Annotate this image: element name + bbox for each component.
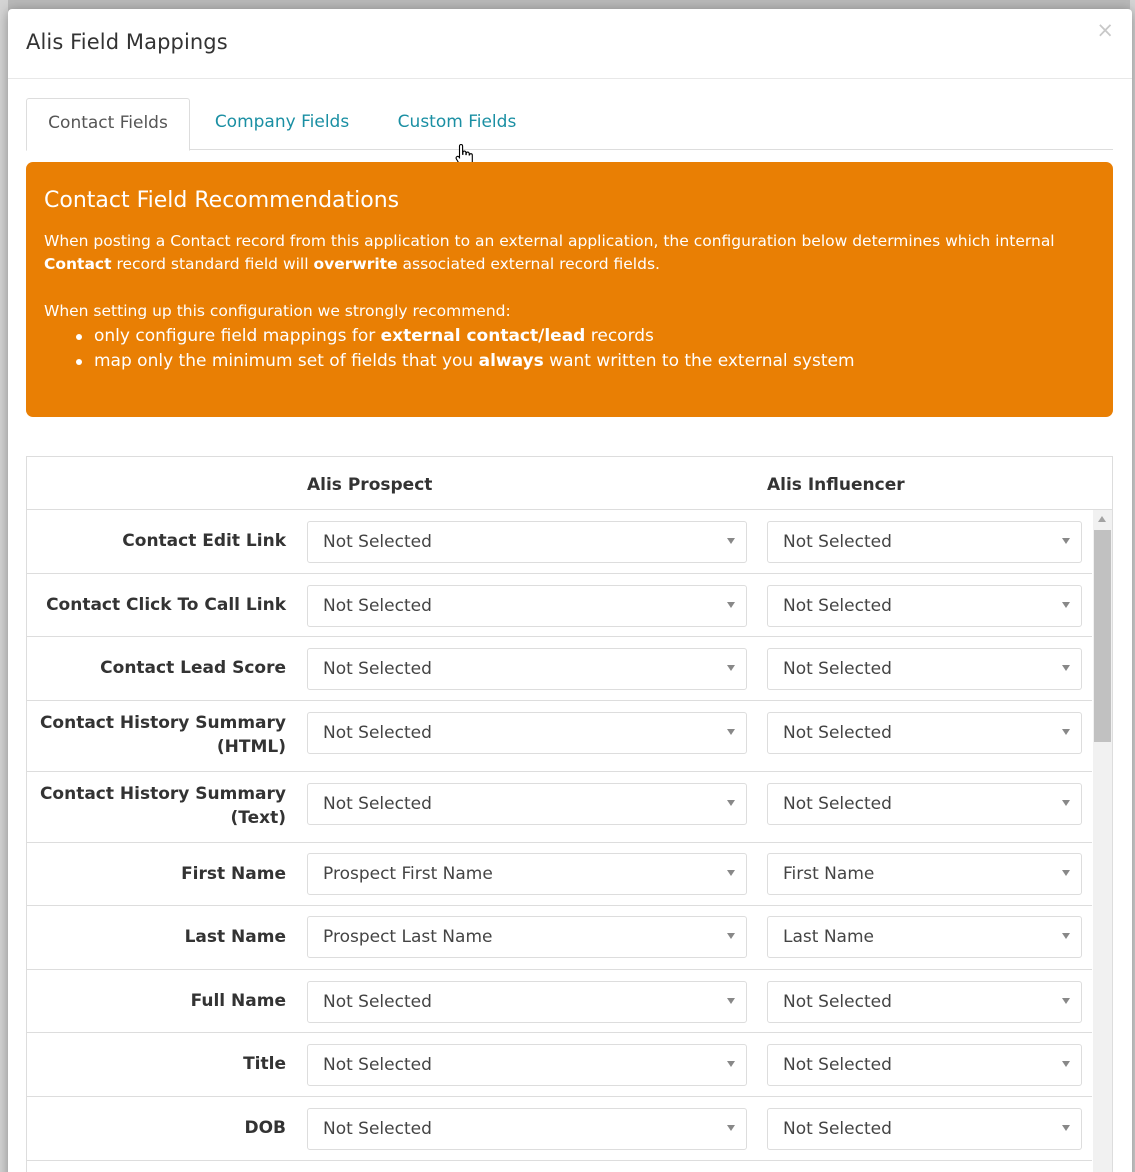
alis-influencer-select[interactable] [767, 916, 1082, 958]
field-label: Full Name [190, 991, 286, 1011]
alis-prospect-select[interactable] [307, 981, 747, 1023]
alis-influencer-select[interactable] [767, 1044, 1082, 1086]
banner-text: record standard field will [111, 255, 314, 273]
alis-influencer-select[interactable] [767, 1108, 1082, 1150]
banner-emphasis: overwrite [313, 255, 398, 273]
field-mappings-modal [8, 9, 1132, 1172]
modal-title: Alis Field Mappings [26, 30, 228, 54]
caret-down-icon [727, 1061, 735, 1067]
caret-down-icon [1062, 602, 1070, 608]
tab-company-fields[interactable]: Company Fields [214, 112, 350, 132]
caret-down-icon [1062, 1125, 1070, 1131]
field-label: First Name [181, 864, 286, 884]
alis-influencer-select[interactable] [767, 521, 1082, 563]
banner-emphasis: Contact [44, 255, 112, 273]
table-scrollbar[interactable] [1093, 510, 1112, 1172]
select-value: Not Selected [783, 1055, 892, 1075]
caret-down-icon [727, 1125, 735, 1131]
recommendations-banner [26, 162, 1113, 417]
caret-down-icon [1062, 933, 1070, 939]
caret-down-icon [1062, 1061, 1070, 1067]
banner-title: Contact Field Recommendations [44, 188, 400, 213]
field-label: Title [243, 1054, 286, 1074]
caret-down-icon [1062, 870, 1070, 876]
alis-influencer-select[interactable] [767, 585, 1082, 627]
tab-contact-fields[interactable]: Contact Fields [26, 98, 190, 151]
banner-text: only configure field mappings for [94, 326, 381, 346]
caret-down-icon [1062, 729, 1070, 735]
caret-down-icon [1062, 665, 1070, 671]
banner-emphasis: always [478, 351, 544, 371]
field-label: Last Name [184, 927, 286, 947]
select-value: Not Selected [323, 596, 432, 616]
select-value: Not Selected [783, 596, 892, 616]
column-header-alis-prospect: Alis Prospect [307, 475, 433, 495]
table-row [27, 906, 1092, 970]
select-value: Not Selected [783, 1119, 892, 1139]
tab-bar [26, 98, 1113, 150]
table-header [27, 457, 1112, 510]
field-label: Contact Edit Link [122, 531, 286, 551]
alis-prospect-select[interactable] [307, 585, 747, 627]
table-row [27, 1033, 1092, 1097]
select-value: First Name [783, 864, 875, 884]
field-label: Contact Click To Call Link [46, 595, 286, 615]
table-row [27, 637, 1092, 701]
table-row [27, 1097, 1092, 1161]
alis-influencer-select[interactable] [767, 712, 1082, 754]
table-row [27, 772, 1092, 843]
alis-influencer-select[interactable] [767, 648, 1082, 690]
recommendation-item [44, 349, 1095, 374]
select-value: Not Selected [783, 794, 892, 814]
table-body [27, 510, 1092, 1161]
mappings-table [26, 456, 1113, 1172]
alis-prospect-select[interactable] [307, 853, 747, 895]
alis-prospect-select[interactable] [307, 916, 747, 958]
field-label: Contact Lead Score [100, 658, 286, 678]
banner-text: associated external record fields. [397, 255, 660, 273]
banner-emphasis: external contact/lead [380, 326, 586, 346]
caret-down-icon [727, 800, 735, 806]
select-value: Not Selected [323, 794, 432, 814]
tab-custom-fields[interactable]: Custom Fields [397, 112, 517, 132]
select-value: Prospect Last Name [323, 927, 493, 947]
select-value: Not Selected [783, 659, 892, 679]
alis-prospect-select[interactable] [307, 783, 747, 825]
select-value: Not Selected [783, 532, 892, 552]
field-label: DOB [244, 1118, 286, 1138]
close-icon[interactable]: × [1096, 18, 1114, 42]
column-header-alis-influencer: Alis Influencer [767, 475, 905, 495]
scroll-thumb[interactable] [1094, 530, 1111, 742]
caret-down-icon [727, 602, 735, 608]
recommendation-item [44, 324, 1095, 349]
alis-influencer-select[interactable] [767, 783, 1082, 825]
caret-down-icon [727, 538, 735, 544]
alis-influencer-select[interactable] [767, 981, 1082, 1023]
banner-text: When posting a Contact record from this application to an external application, the configuration below determines which internal [44, 232, 1055, 250]
alis-influencer-select[interactable] [767, 853, 1082, 895]
recommendation-list [44, 324, 1095, 374]
caret-down-icon [1062, 800, 1070, 806]
backdrop [0, 0, 8, 1172]
select-value: Not Selected [323, 1119, 432, 1139]
caret-down-icon [727, 933, 735, 939]
banner-paragraph-2: When setting up this configuration we strongly recommend: [44, 302, 511, 320]
table-row [27, 574, 1092, 637]
table-row [27, 701, 1092, 772]
table-row [27, 510, 1092, 574]
select-value: Not Selected [323, 723, 432, 743]
caret-down-icon [1062, 998, 1070, 1004]
select-value: Not Selected [323, 659, 432, 679]
banner-text: want written to the external system [543, 351, 855, 371]
caret-down-icon [727, 729, 735, 735]
alis-prospect-select[interactable] [307, 712, 747, 754]
caret-down-icon [727, 998, 735, 1004]
select-value: Not Selected [783, 992, 892, 1012]
table-row [27, 843, 1092, 906]
banner-text: map only the minimum set of fields that you [94, 351, 479, 371]
select-value: Not Selected [323, 992, 432, 1012]
table-row [27, 970, 1092, 1033]
alis-prospect-select[interactable] [307, 1044, 747, 1086]
banner-paragraph-1 [44, 230, 1095, 276]
caret-down-icon [727, 665, 735, 671]
select-value: Last Name [783, 927, 874, 947]
caret-down-icon [727, 870, 735, 876]
alis-prospect-select[interactable] [307, 648, 747, 690]
field-label: Contact History Summary (HTML) [39, 713, 286, 757]
modal-header [8, 9, 1132, 79]
select-value: Prospect First Name [323, 864, 493, 884]
select-value: Not Selected [783, 723, 892, 743]
select-value: Not Selected [323, 1055, 432, 1075]
field-label: Contact History Summary (Text) [39, 784, 286, 828]
caret-down-icon [1062, 538, 1070, 544]
alis-prospect-select[interactable] [307, 521, 747, 563]
alis-prospect-select[interactable] [307, 1108, 747, 1150]
scroll-up-icon[interactable] [1098, 516, 1106, 522]
banner-text: records [585, 326, 654, 346]
select-value: Not Selected [323, 532, 432, 552]
